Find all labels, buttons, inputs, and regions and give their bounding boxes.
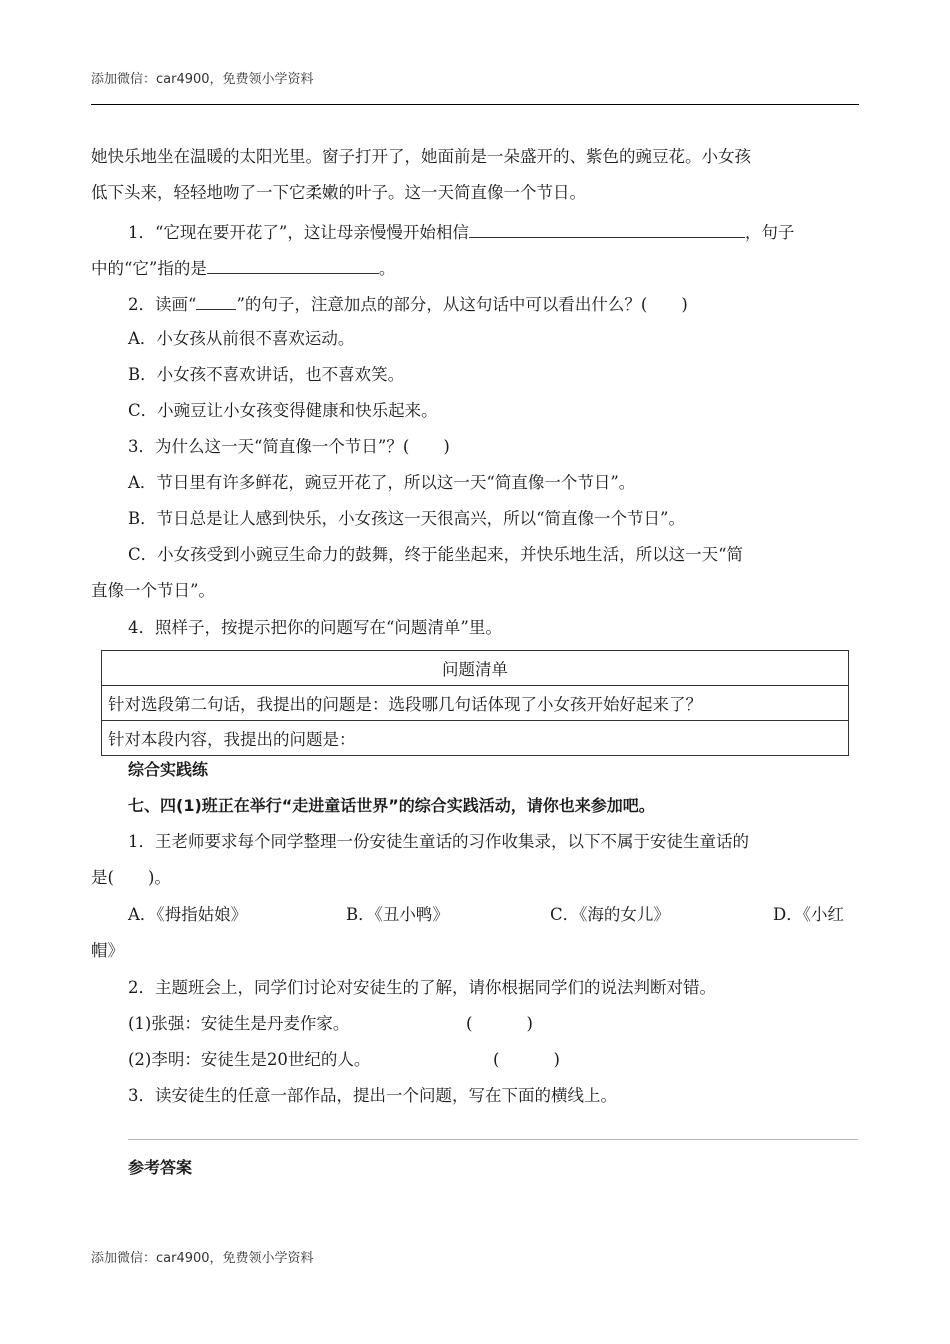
question-list-table	[101, 650, 849, 756]
q3-option-c-line-2: 直像一个节日”。	[91, 581, 215, 600]
q2-stem-c: )	[681, 295, 688, 314]
q1-answer-blank-1[interactable]	[469, 219, 745, 238]
page-header: 添加微信：car4900，免费领小学资料	[91, 72, 314, 87]
q2-stem-a: 2．读画“	[128, 295, 197, 314]
s2-item-2: (2)李明：安徒生是20世纪的人。	[128, 1050, 371, 1069]
s2-stem: 2．主题班会上，同学们讨论对安徒生的了解，请你根据同学们的说法判断对错。	[128, 978, 716, 997]
q1-text-b: ，句子	[744, 223, 795, 242]
s2-item-2-paren[interactable]	[493, 1048, 560, 1072]
s1-option-d-cont: 帽》	[91, 941, 124, 960]
s1-option-c: C．《海的女儿》	[550, 905, 670, 924]
s1-option-a: A．《拇指姑娘》	[128, 905, 248, 924]
paren-open: (	[466, 1014, 473, 1033]
q2-option-c: C．小豌豆让小女孩变得健康和快乐起来。	[128, 401, 438, 420]
q1-text-a: 1．“它现在要开花了”，这让母亲慢慢开始相信	[128, 223, 469, 242]
q2-option-a: A．小女孩从前很不喜欢运动。	[128, 329, 355, 348]
q1-answer-blank-2[interactable]	[207, 255, 379, 274]
q3-stem	[128, 435, 450, 459]
q3-option-c-line-1: C．小女孩受到小豌豆生命力的鼓舞，终于能坐起来，并快乐地生活，所以这一天“简	[128, 545, 744, 564]
q1-text-d: 。	[378, 259, 396, 278]
passage-line-2: 低下头来，轻轻地吻了一下它柔嫩的叶子。这一天简直像一个节日。	[91, 183, 586, 202]
answers-title: 参考答案	[128, 1158, 193, 1177]
answer-line[interactable]	[128, 1139, 858, 1140]
s3-stem: 3．读安徒生的任意一部作品，提出一个问题，写在下面的横线上。	[128, 1086, 617, 1105]
q2-option-b: B．小女孩不喜欢讲话，也不喜欢笑。	[128, 365, 405, 384]
s1-line-1: 1．王老师要求每个同学整理一份安徒生童话的习作收集录，以下不属于安徒生童话的	[128, 832, 749, 851]
q1-line-1	[128, 219, 794, 245]
s2-item-1-paren[interactable]	[466, 1012, 533, 1036]
q3-option-a: A．节日里有许多鲜花，豌豆开花了，所以这一天“简直像一个节日”。	[128, 473, 636, 492]
question-list-title: 问题清单	[102, 651, 849, 686]
s1-option-b: B．《丑小鸭》	[346, 905, 449, 924]
q3-option-b: B．节日总是让人感到快乐，小女孩这一天很高兴，所以“简直像一个节日”。	[128, 509, 685, 528]
section-title: 综合实践练	[128, 760, 209, 779]
s1-text-b: )。	[147, 868, 171, 887]
s1-option-d: D．《小红	[773, 905, 844, 924]
s1-text-a: 是(	[91, 868, 114, 887]
question-list-row-1: 针对选段第二句话，我提出的问题是：选段哪几句话体现了小女孩开始好起来了？	[102, 686, 849, 721]
section-heading: 七、四(1)班正在举行“走进童话世界”的综合实践活动，请你也来参加吧。	[128, 796, 655, 815]
header-rule	[91, 104, 859, 105]
q1-text-c: 中的“它”指的是	[91, 259, 207, 278]
q2-underline-mark	[196, 291, 236, 310]
page-footer: 添加微信：car4900，免费领小学资料	[91, 1251, 314, 1266]
paren-close: )	[526, 1014, 533, 1033]
passage-line-1: 她快乐地坐在温暖的太阳光里。窗子打开了，她面前是一朵盛开的、紫色的豌豆花。小女孩	[91, 147, 751, 166]
s1-line-2	[91, 866, 171, 890]
q2-stem-b: ”的句子，注意加点的部分，从这句话中可以看出什么？(	[236, 295, 648, 314]
s2-item-1: (1)张强：安徒生是丹麦作家。	[128, 1014, 350, 1033]
q1-line-2	[91, 255, 395, 281]
q4-stem: 4．照样子，按提示把你的问题写在“问题清单”里。	[128, 618, 502, 637]
paren-open: (	[493, 1050, 500, 1069]
q3-stem-b: )	[443, 437, 450, 456]
q2-stem	[128, 291, 688, 317]
paren-close: )	[553, 1050, 560, 1069]
q3-stem-a: 3．为什么这一天“简直像一个节日”？(	[128, 437, 410, 456]
question-list-row-2[interactable]: 针对本段内容，我提出的问题是：	[102, 721, 849, 756]
